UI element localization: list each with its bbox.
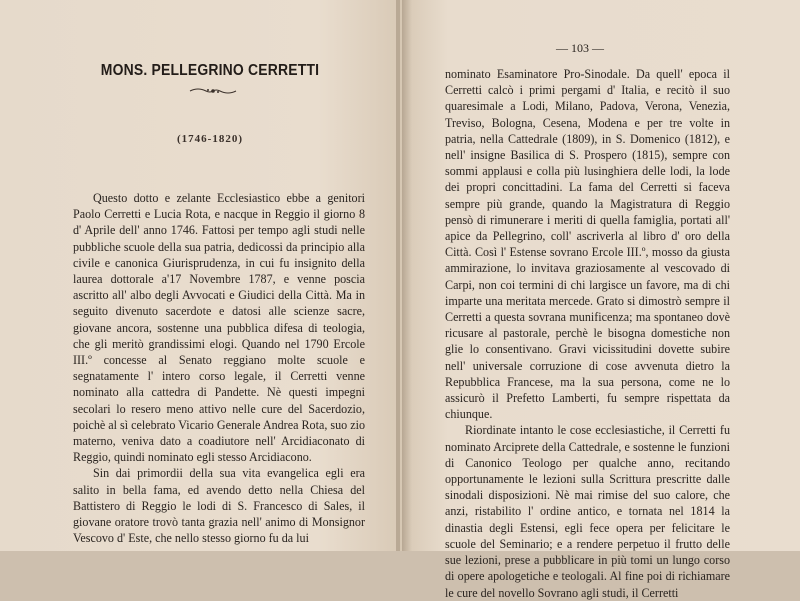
paragraph: nominato Esaminatore Pro-Sinodale. Da quell' epoca il Cerretti calcò i primi pergami d' Italia, e recitò il suo quaresimale a Lodi, Milano, Padova, Verona, Venezia, Treviso, Bologna, Cesena, Modena e per tre volte in patria, nella Cattedrale (1809), in S. Domenico (1812), e nell' insigne Basilica di S. Prospero (1815), sempre con sommi applausi e colla più lusinghiera delle lodi, la lode dei propri concittadini. La fama del Cerretti si faceva sempre più grande, quando la Magistratura di Reggio pensò di rimunerare i meriti di quella famiglia, portati all' apice da Pellegrino, coll' ascriverla al libro d' oro della Città. Così l' Estense sovrano Ercole III.º, mosso da giusta ammirazione, lo invitava graziosamente al vescovado di Carpi, non coi termini di chi largisce un favore, ma di chi imparte una meritata mercede. Grato si dimostrò sempre il Cerretti a questa sovrana munificenza; ma spontaneo dovè ricusare al pastorale, perchè le bisogna domestiche non glie lo consentivano. Gravi vicissitudini dovette subire nell' universale corruzione di cose avvenuta dietro la Repubblica Francese, ma la sua persona, come ne lo assicurò il Prefetto Lamberti, fu sempre rispettata da chiunque. bbox=[445, 67, 730, 422]
left-page bbox=[0, 0, 398, 551]
paragraph: Riordinate intanto le cose ecclesiastiche, il Cerretti fu nominato Arciprete della Cattedrale, e sostenne le funzioni di Canonico Teologo per qualche anno, recitando opportunamente le lezioni sulla Scrittura prescritte dalle sinodali disposizioni. Nè mai rimise del suo calore, che anzi, ristabilito l' ordine antico, e tornata nel 1814 la dinastia degli Estensi, egli fece opera per felicitare le scuole del Seminario; e a rendere perpetuo il frutto delle sue lezioni, prese a pubblicare in più tomi un lungo corso di opere apologetiche e teologali. Al fine poi di richiamare le cure del novello Sovrano agli studi, il Cerretti bbox=[445, 423, 730, 600]
left-body-text bbox=[73, 190, 365, 546]
paragraph: Questo dotto e zelante Ecclesiastico ebbe a genitori Paolo Cerretti e Lucia Rota, e nacque in Reggio il giorno 8 d' Aprile dell' anno 1746. Fattosi per tempo agli studi nelle pubbliche scuole della sua patria, dedicossi da principio alla civile e canonica Giurisprudenza, in cui fu insignito della laurea dottorale a'17 Novembre 1787, e venne poscia ascritto all' albo degli Avvocati e Giudici della Città. Ma in seguito divenuto sacerdote e datosi alle scienze sacre, giovane ancora, sostenne una pubblica difesa di teologia, che gli meritò grandissimi elogi. Quando nel 1790 Ercole III.º concesse al Senato reggiano molte scuole e segnatamente l' intero corso legale, il Cerretti venne nominato alla cattedra di Pandette. Nè questi impegni secolari lo resero meno attivo nelle cure del Sacerdozio, poichè al sì celebrato Vicario Generale Andrea Rota, suo zio materno, veniva dato a coadiutore nell' Arcidiaconato di Reggio, quindi nominato egli stesso Arcidiacono. bbox=[73, 191, 365, 465]
page-number: — 103 — bbox=[556, 41, 604, 55]
right-body-text bbox=[445, 66, 730, 601]
paragraph: Sin dai primordii della sua vita evangelica egli era salito in bella fama, ed avendo detto nella Chiesa del Battistero di Reggio le lodi di S. Francesco di Sales, il giovane oratore trovò tanta grazia nell' animo di Monsignor Vescovo d' Este, che nello stesso giorno fu da lui bbox=[73, 466, 365, 546]
spine-shadow bbox=[402, 0, 412, 551]
article-title: MONS. PELLEGRINO CERRETTI bbox=[100, 62, 320, 79]
life-dates: (1746-1820) bbox=[177, 133, 243, 145]
ornament-flourish-icon bbox=[188, 85, 238, 97]
